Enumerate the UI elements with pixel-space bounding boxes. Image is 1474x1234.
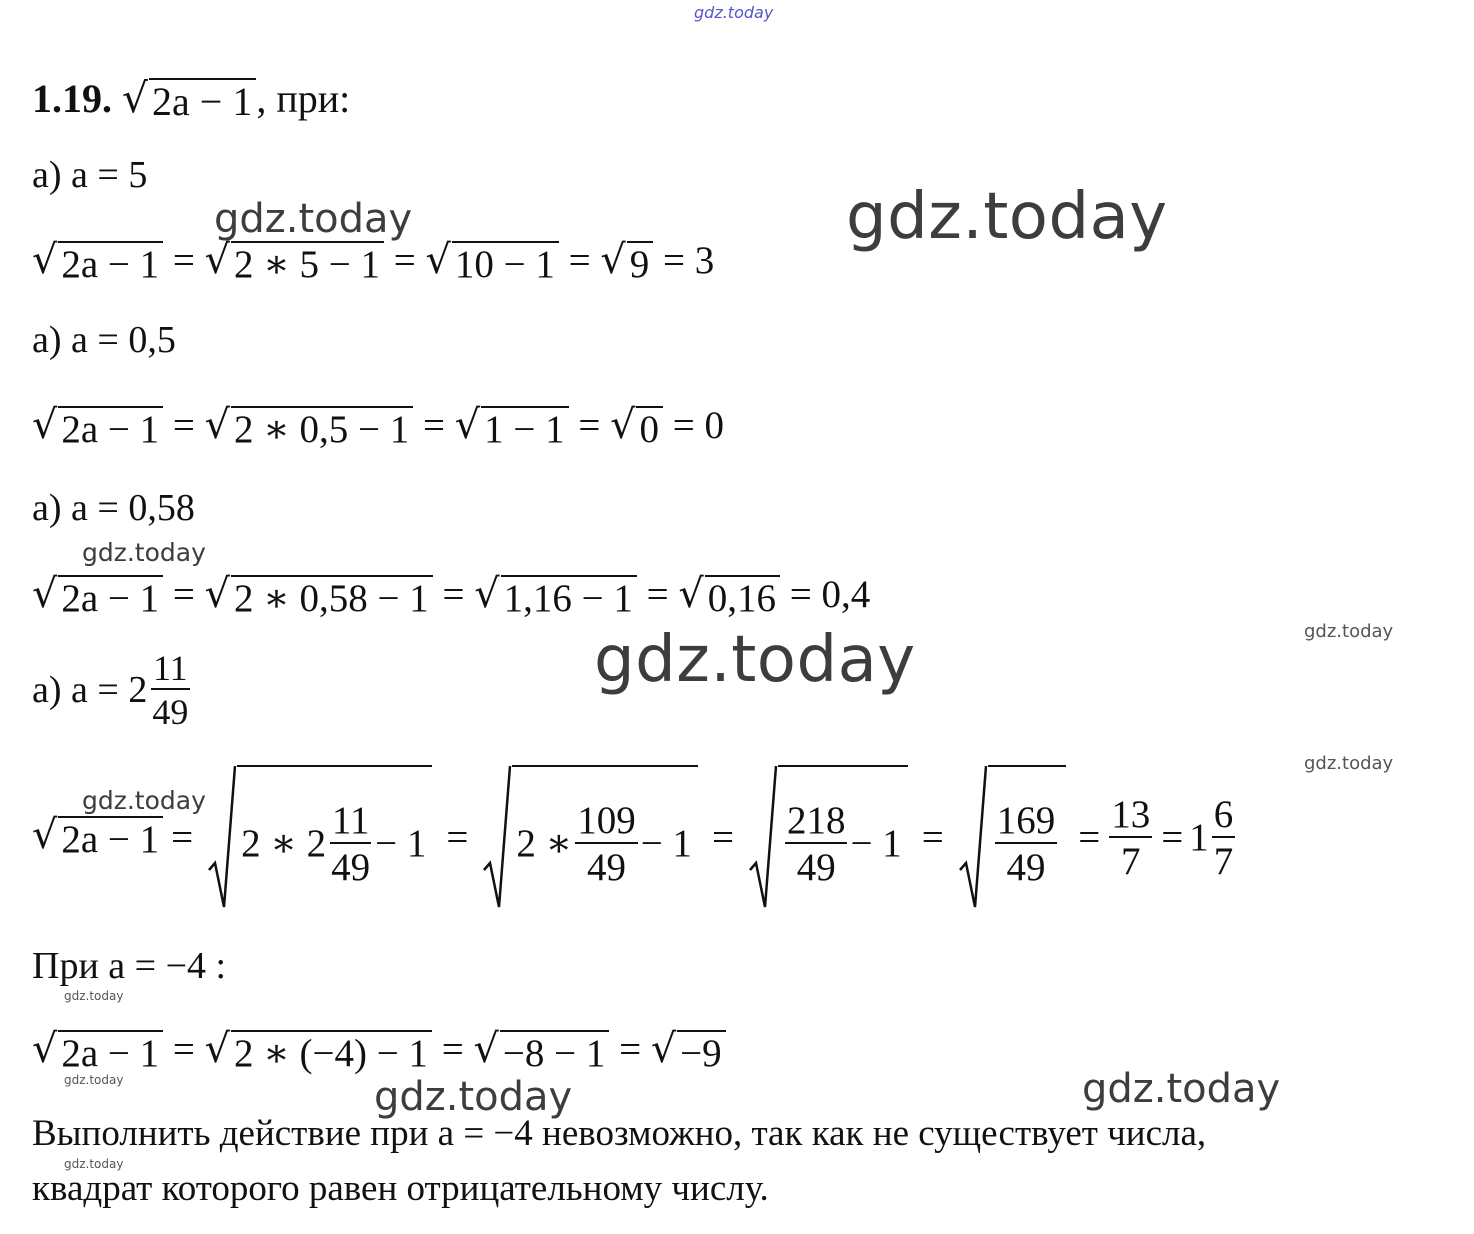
watermark-bottom-right: gdz.today bbox=[1082, 1066, 1281, 1112]
case-4-s3-num: 218 bbox=[786, 798, 846, 842]
case-4-s1-den: 49 bbox=[331, 845, 371, 889]
watermark-case4: gdz.today bbox=[82, 786, 206, 815]
case-4-radical-4 bbox=[958, 765, 1067, 910]
case-4-r1-den: 7 bbox=[1120, 839, 1141, 883]
case-2-step1: 2 ∗ 0,5 − 1 bbox=[231, 406, 413, 449]
case-3-step3: 0,16 bbox=[705, 575, 780, 618]
case-2-label: а) a = 0,5 bbox=[32, 319, 176, 361]
case-4-label-num: 11 bbox=[152, 648, 188, 688]
case-4-r2-num: 6 bbox=[1213, 792, 1234, 836]
case-3-result: 0,4 bbox=[821, 573, 871, 616]
case-2-equation: √ 2a − 1 = √ 2 ∗ 0,5 − 1 = √ 1 − 1 = √ 0 = 0 bbox=[32, 402, 724, 451]
header-radical: √ 2a − 1 bbox=[122, 78, 256, 122]
case-5-step1: 2 ∗ (−4) − 1 bbox=[231, 1030, 432, 1073]
watermark-case1-left: gdz.today bbox=[214, 196, 413, 242]
case-3-step1: 2 ∗ 0,58 − 1 bbox=[231, 575, 433, 618]
case-1-equation: √ 2a − 1 = √ 2 ∗ 5 − 1 = √ 10 − 1 = √ 9 = 3 bbox=[32, 237, 715, 286]
case-4-equation: √ 2a − 1 = 2 ∗ 2 $\frac{11}{49}$ − 1 = 2 ∗ $\frac{109}{49}$ − 1 = $\frac{218}{49}$ − 1 = $\frac{169}{49}$ = $\frac{13}{7}$ = 1 $\frac{6}{7}$ bbox=[32, 765, 1238, 910]
case-4-s3-den: 49 bbox=[796, 845, 836, 889]
case-4-s3-post: − 1 bbox=[850, 822, 902, 865]
case-4-s1-pre: 2 ∗ 2 bbox=[241, 822, 327, 865]
watermark-large-2: gdz.today bbox=[594, 623, 916, 697]
case-2-lhs: 2a − 1 bbox=[58, 406, 163, 449]
case-1-step1: 2 ∗ 5 − 1 bbox=[231, 241, 384, 284]
case-4-s2-post: − 1 bbox=[640, 822, 692, 865]
case-4-label-prefix: а) a = 2 bbox=[32, 669, 148, 711]
case-1-step2: 10 − 1 bbox=[452, 241, 559, 284]
problem-header bbox=[32, 74, 351, 124]
case-3-label: а) a = 0,58 bbox=[32, 487, 195, 529]
case-4-radical-2 bbox=[482, 765, 698, 910]
case-2-result: 0 bbox=[704, 404, 724, 447]
case-5-step2: −8 − 1 bbox=[500, 1030, 610, 1073]
watermark-small-3: gdz.today bbox=[64, 1157, 124, 1171]
case-5-lhs: 2a − 1 bbox=[58, 1030, 163, 1073]
conclusion-line-2: квадрат которого равен отрицательному числу. bbox=[32, 1168, 769, 1209]
case-3-lhs: 2a − 1 bbox=[58, 575, 163, 618]
watermark-right-2: gdz.today bbox=[1304, 753, 1394, 774]
case-4-s1-num: 11 bbox=[331, 798, 370, 842]
case-1-label: а) a = 5 bbox=[32, 154, 148, 196]
case-3-equation: √ 2a − 1 = √ 2 ∗ 0,58 − 1 = √ 1,16 − 1 = √ 0,16 = 0,4 bbox=[32, 571, 871, 620]
case-4-r2-den: 7 bbox=[1213, 839, 1234, 883]
case-1-result: 3 bbox=[694, 239, 715, 282]
case-4-s1-post: − 1 bbox=[375, 822, 427, 865]
case-4-lhs: 2a − 1 bbox=[58, 816, 163, 859]
case-5-label: При a = −4 : bbox=[32, 945, 227, 987]
watermark-small-2: gdz.today bbox=[64, 1073, 124, 1087]
watermark-right-1: gdz.today bbox=[1304, 621, 1394, 642]
watermark-top: gdz.today bbox=[694, 3, 774, 22]
case-4-r2-whole: 1 bbox=[1189, 816, 1209, 859]
problem-number: 1.19. bbox=[32, 76, 112, 121]
case-5-equation: √ 2a − 1 = √ 2 ∗ (−4) − 1 = √ −8 − 1 = √ −9 bbox=[32, 1030, 726, 1073]
case-2-step2: 1 − 1 bbox=[481, 406, 569, 449]
case-4-label bbox=[32, 650, 193, 730]
conclusion-line-1: Выполнить действие при a = −4 невозможно, так как не существует числа, bbox=[32, 1113, 1207, 1154]
case-4-label-den: 49 bbox=[152, 692, 189, 732]
watermark-large-1: gdz.today bbox=[846, 180, 1168, 254]
watermark-case3: gdz.today bbox=[82, 538, 206, 567]
case-4-r1-num: 13 bbox=[1111, 792, 1151, 836]
case-4-s4-den: 49 bbox=[1006, 845, 1046, 889]
case-5-step3: −9 bbox=[677, 1030, 726, 1073]
case-3-step2: 1,16 − 1 bbox=[501, 575, 637, 618]
case-4-s2-num: 109 bbox=[577, 798, 636, 842]
case-1-lhs: 2a − 1 bbox=[58, 241, 163, 284]
watermark-small-1: gdz.today bbox=[64, 989, 124, 1003]
case-4-radical-1 bbox=[207, 765, 432, 910]
header-suffix: , при: bbox=[256, 76, 351, 121]
case-4-s4-num: 169 bbox=[996, 798, 1056, 842]
case-4-radical-3 bbox=[748, 765, 908, 910]
case-4-s2-pre: 2 ∗ bbox=[516, 822, 573, 865]
case-4-s2-den: 49 bbox=[586, 845, 626, 889]
case-1-step3: 9 bbox=[627, 241, 654, 284]
header-radicand: 2a − 1 bbox=[149, 78, 256, 122]
case-2-step3: 0 bbox=[636, 406, 663, 449]
watermark-bottom-left: gdz.today bbox=[374, 1074, 573, 1120]
